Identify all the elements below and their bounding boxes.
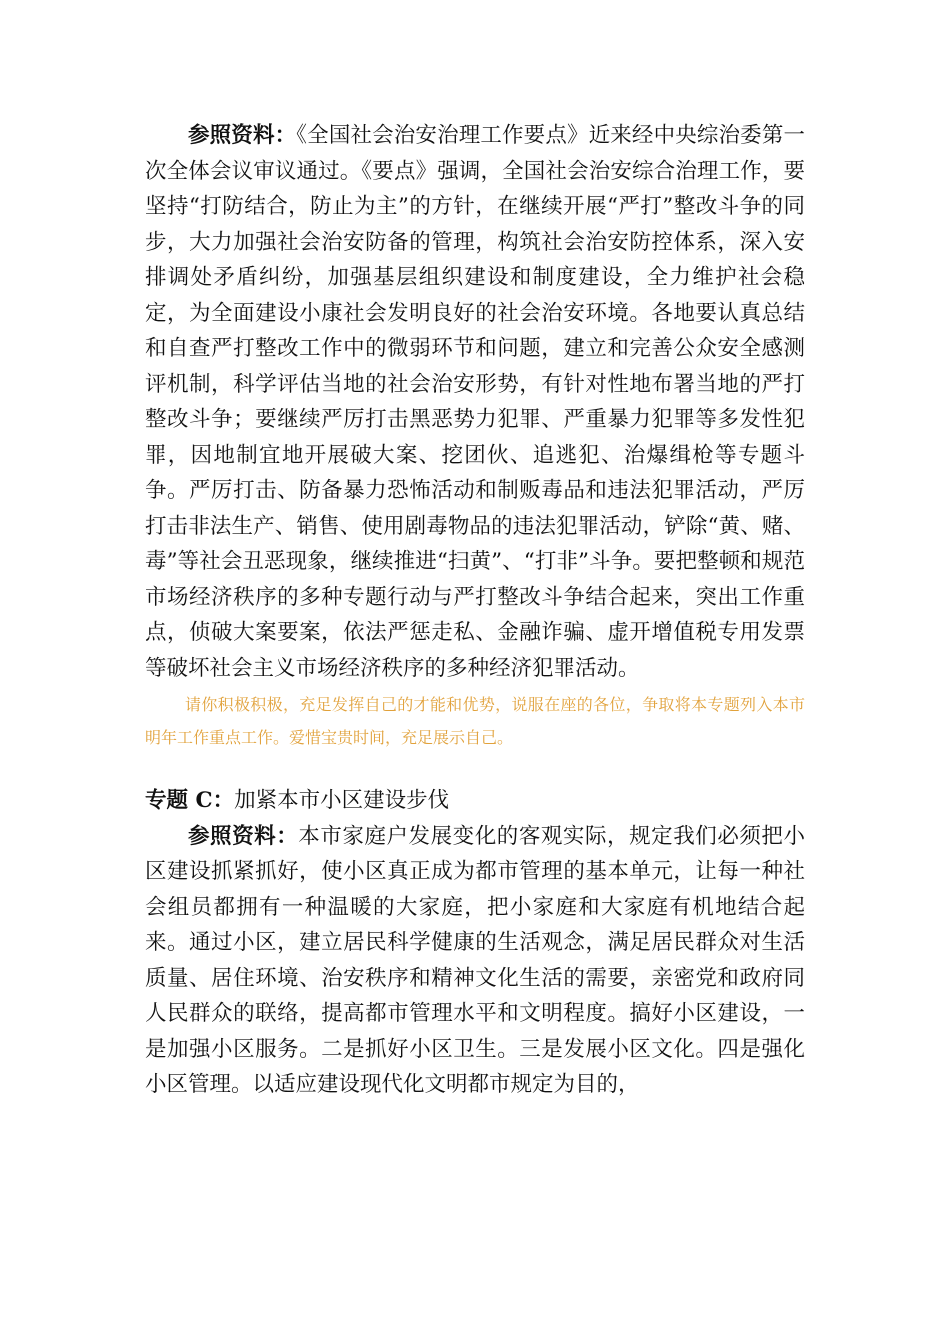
reference-text: 本市家庭户发展变化的客观实际，规定我们必须把小区建设抓紧抓好，使小区真正成为都市管理的基本单元，让每一种社会组员都拥有一种温暖的大家庭，把小家庭和大家庭有机地结合起来。通过小区，建立居民科学健康的生活观念，满足居民群众对生活质量、居住环境、治安秩序和精神文化生活的需要，亲密党和政府同人民群众的联络，提高都市管理水平和文明程度。搞好小区建设，一是加强小区服务。二是抓好小区卫生。三是发展小区文化。四是强化小区管理。以适应建设现代化文明都市规定为目的， xyxy=(145,823,805,1097)
document-page xyxy=(145,118,805,1103)
topic-title: 加紧本市小区建设步伐 xyxy=(234,788,450,813)
topic-label: 专题 C： xyxy=(145,788,235,813)
reference-label: 参照资料： xyxy=(188,123,297,148)
instruction-note: 请你积极积极，充足发挥自己的才能和优势，说服在座的各位，争取将本专题列入本市明年工作重点工作。爱惜宝贵时间，充足展示自己。 xyxy=(145,695,805,747)
reference-paragraph-a xyxy=(145,118,805,686)
reference-paragraph-c xyxy=(145,819,805,1103)
reference-label: 参照资料： xyxy=(188,823,299,849)
topic-heading xyxy=(145,783,805,819)
reference-text: 《全国社会治安治理工作要点》近来经中央综治委第一次全体会议审议通过。《要点》强调，全国社会治安综合治理工作，要坚持“打防结合，防止为主”的方针，在继续开展“严打”整改斗争的同步，大力加强社会治安防备的管理，构筑社会治安防控体系，深入安排调处矛盾纠纷，加强基层组织建设和制度建设，全力维护社会稳定，为全面建设小康社会发明良好的社会治安环境。各地要认真总结和自查严打整改工作中的微弱环节和问题，建立和完善公众安全感测评机制，科学评估当地的社会治安形势，有针对性地布署当地的严打整改斗争；要继续严厉打击黑恶势力犯罪、严重暴力犯罪等多发性犯罪，因地制宜地开展破大案、挖团伙、追逃犯、治爆缉枪等专题斗争。严厉打击、防备暴力恐怖活动和制贩毒品和违法犯罪活动，严厉打击非法生产、销售、使用剧毒物品的违法犯罪活动，铲除“黄、赌、毒”等社会丑恶现象，继续推进“扫黄”、“打非”斗争。要把整顿和规范市场经济秩序的多种专题行动与严打整改斗争结合起来，突出工作重点，侦破大案要案，依法严惩走私、金融诈骗、虚开增值税专用发票等破坏社会主义市场经济秩序的多种经济犯罪活动。 xyxy=(145,123,806,681)
